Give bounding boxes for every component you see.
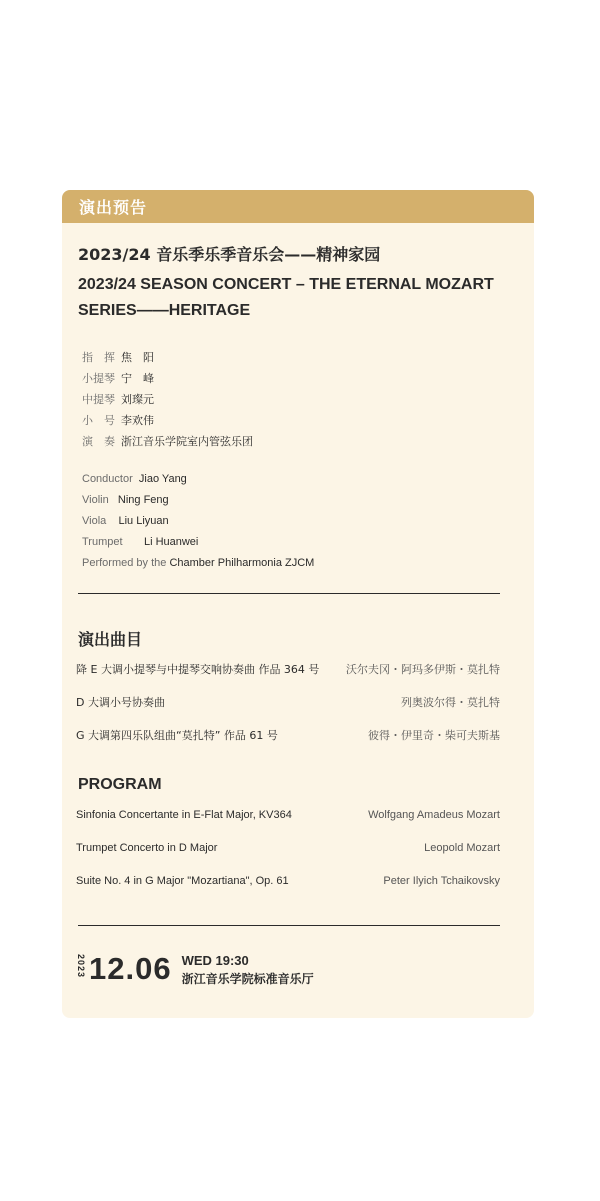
program-piece: D 大调小号协奏曲 [76,696,165,709]
program-item [76,875,500,908]
cast-role: 指 挥 [82,351,115,364]
cast-name: 浙江音乐学院室内管弦乐团 [121,435,253,448]
cast-row [82,532,314,553]
program-title-cn: 演出曲目 [78,630,143,649]
program-piece: Suite No. 4 in G Major "Mozartiana", Op. 61 [76,875,289,887]
program-composer: Leopold Mozart [424,842,500,854]
cast-role: Viola [82,515,107,527]
cast-list-cn [82,347,253,452]
cast-row [82,511,314,532]
concert-title-cn: 2023/24 音乐季乐季音乐会——精神家园 [78,245,381,264]
cast-list-en [82,469,314,574]
program-composer: Wolfgang Amadeus Mozart [368,809,500,821]
program-item [76,661,500,694]
cast-role: Conductor [82,473,133,485]
cast-role: Performed by the [82,557,167,569]
concert-title-en: 2023/24 SEASON CONCERT – THE ETERNAL MOZART SERIES——HERITAGE [78,276,494,319]
cast-row [82,347,253,368]
cast-row [82,410,253,431]
cast-row [82,490,314,511]
program-item [76,809,500,842]
program-item [76,842,500,875]
cast-name: 宁 峰 [121,372,154,385]
program-list-cn [76,661,500,760]
cast-name: 刘璨元 [121,393,154,406]
cast-role: Violin [82,494,109,506]
section-divider [78,593,500,594]
concert-card [62,190,534,1018]
header-label: 演出预告 [79,198,148,217]
cast-role: 中提琴 [82,393,115,406]
cast-row [82,389,253,410]
cast-name: 李欢伟 [121,414,154,427]
card-header [62,190,534,223]
event-venue: 浙江音乐学院标准音乐厅 [181,972,314,986]
cast-row [82,431,253,452]
program-piece: Sinfonia Concertante in E-Flat Major, KV364 [76,809,292,821]
program-piece: 降 E 大调小提琴与中提琴交响协奏曲 作品 364 号 [76,663,320,676]
cast-row [82,469,314,490]
program-composer: 沃尔夫冈・阿玛多伊斯・莫扎特 [346,663,500,676]
cast-name: Chamber Philharmonia ZJCM [169,557,315,569]
program-composer: 彼得・伊里奇・柴可夫斯基 [368,729,500,742]
program-piece: Trumpet Concerto in D Major [76,842,218,854]
cast-role: 小 号 [82,414,115,427]
cast-row [82,553,314,574]
cast-name: Liu Liyuan [118,515,169,527]
section-divider [78,925,500,926]
program-item [76,694,500,727]
event-year: 2023 [76,954,86,979]
cast-row [82,368,253,389]
cast-name: 焦 阳 [121,351,154,364]
program-composer: 列奥波尔得・莫扎特 [401,696,500,709]
cast-role: 小提琴 [82,372,115,385]
cast-name: Li Huanwei [143,536,199,548]
program-piece: G 大调第四乐队组曲“莫扎特” 作品 61 号 [76,729,278,742]
program-item [76,727,500,760]
cast-role: Trumpet [82,536,123,548]
program-list-en [76,809,500,908]
event-date-block [76,952,314,988]
cast-name: Jiao Yang [138,473,187,485]
event-date: 12.06 [89,951,172,986]
cast-name: Ning Feng [117,494,169,506]
cast-role: 演 奏 [82,435,115,448]
program-composer: Peter Ilyich Tchaikovsky [383,875,500,887]
program-title-en: PROGRAM [78,776,162,793]
event-info [182,952,314,989]
event-time: WED 19:30 [181,953,249,968]
